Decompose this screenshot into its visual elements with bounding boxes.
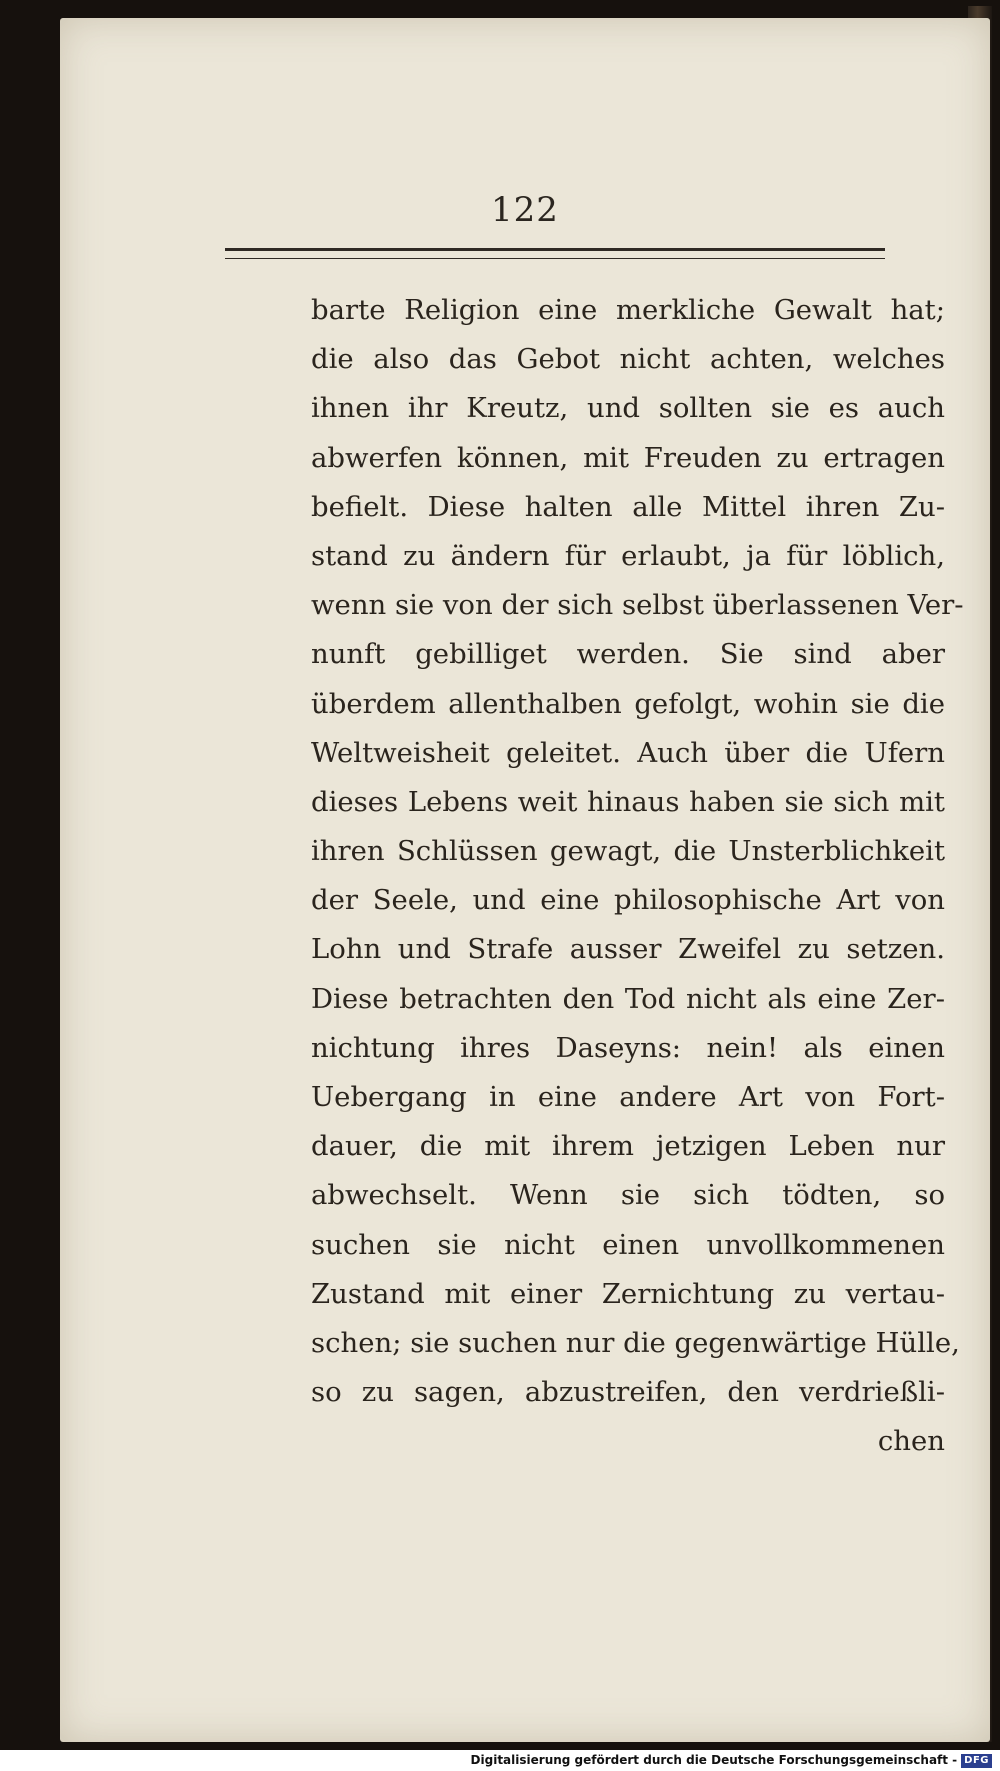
text-line: wenn sie von der sich selbst überlassenen Ver- [311, 589, 964, 622]
text-line: Lohn und Strafe ausser Zweifel zu setzen. [311, 933, 945, 966]
text-line: abwerfen können, mit Freuden zu ertragen [311, 441, 945, 474]
text-line: Zustand mit einer Zernichtung zu vertau- [311, 1277, 945, 1310]
text-line: schen; sie suchen nur die gegenwärtige Hülle, [311, 1326, 960, 1359]
body-text [311, 286, 964, 1467]
text-line: so zu sagen, abzustreifen, den verdrießli- [311, 1376, 945, 1409]
text-line: suchen sie nicht einen unvollkommenen [311, 1228, 945, 1261]
text-line: nichtung ihres Daseyns: nein! als einen [311, 1031, 945, 1064]
text-line: befielt. Diese halten alle Mittel ihren Zu- [311, 490, 945, 523]
digitization-credit [471, 1750, 992, 1771]
book-page [60, 18, 990, 1742]
text-line: Diese betrachten den Tod nicht als eine Zer- [311, 982, 945, 1015]
text-line: dieses Lebens weit hinaus haben sie sich mit [311, 785, 945, 818]
text-line: dauer, die mit ihrem jetzigen Leben nur [311, 1130, 945, 1163]
text-line: die also das Gebot nicht achten, welches [311, 343, 945, 376]
text-line: Uebergang in eine andere Art von Fort- [311, 1081, 945, 1113]
credit-text: Digitalisierung gefördert durch die Deutsche Forschungsgemeinschaft - [470, 1753, 958, 1767]
text-line: der Seele, und eine philosophische Art von [311, 884, 945, 917]
text-line: stand zu ändern für erlaubt, ja für löblich, [311, 539, 945, 572]
text-line: nunft gebilliget werden. Sie sind aber [311, 638, 945, 671]
text-line: Weltweisheit geleitet. Auch über die Ufern [311, 736, 945, 769]
catchword: chen [877, 1425, 945, 1458]
dfg-logo: DFG [961, 1754, 992, 1768]
text-line: überdem allenthalben gefolgt, wohin sie die [311, 687, 945, 720]
header-rule [225, 248, 885, 259]
text-line: barte Religion eine merkliche Gewalt hat; [311, 294, 945, 326]
text-line: ihnen ihr Kreutz, und sollten sie es auch [311, 392, 945, 425]
text-line: abwechselt. Wenn sie sich tödten, so [311, 1179, 945, 1212]
page-number: 122 [491, 190, 559, 230]
text-line: ihren Schlüssen gewagt, die Unsterblichkeit [311, 835, 945, 868]
